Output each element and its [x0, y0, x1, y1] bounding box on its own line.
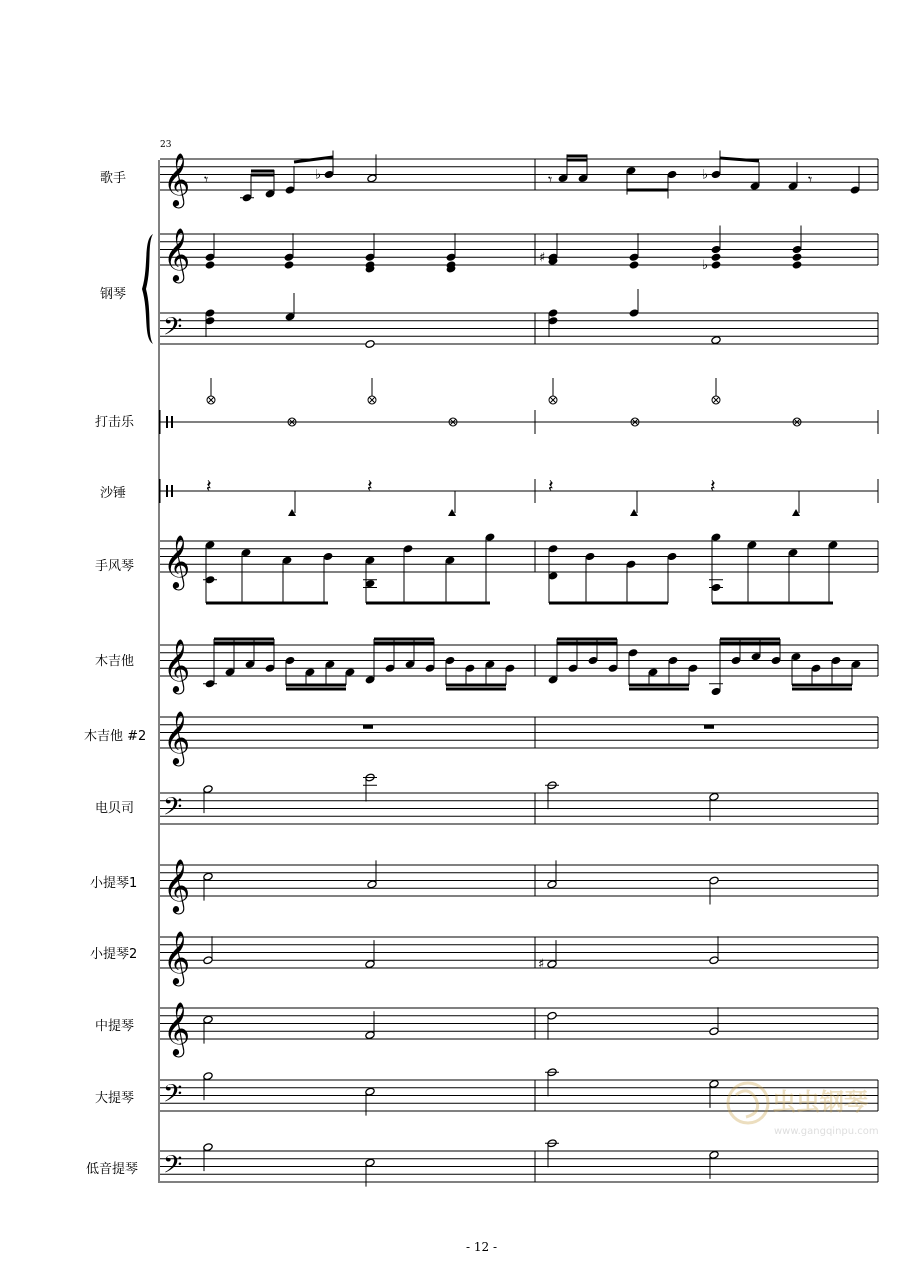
staff-bass: [160, 792, 878, 827]
watermark: [728, 1083, 879, 1137]
perc-clef-bar: [171, 485, 173, 497]
label-electric-bass: 电贝司: [95, 801, 135, 816]
note: [285, 166, 295, 194]
treble-clef: 𝄞: [163, 1001, 191, 1055]
notehead: [205, 261, 215, 270]
notehead: [365, 340, 375, 349]
quarter-rest: 𝄽: [548, 476, 554, 497]
notehead: [711, 336, 721, 345]
notehead: [792, 261, 802, 270]
staff-viola: [160, 1001, 878, 1057]
label-violin-2: 小提琴2: [90, 947, 138, 962]
staff-piano-right: [160, 227, 878, 283]
notehead: [284, 261, 294, 270]
perc-clef-bar: [166, 416, 168, 428]
label-percussion: 打击乐: [95, 415, 135, 430]
notehead: [629, 261, 639, 270]
quarter-rest: 𝄽: [710, 476, 716, 497]
staff-piano-left: [160, 312, 878, 347]
quarter-rest: 𝄽: [206, 476, 212, 497]
x-notehead: [712, 378, 720, 404]
note: [709, 684, 723, 696]
note: [792, 253, 802, 262]
note: [365, 233, 375, 261]
beam: [294, 157, 333, 162]
flat-sign: ♭: [315, 167, 322, 183]
label-acoustic-guitar: 木吉他: [95, 654, 135, 669]
note: [203, 575, 217, 584]
bass-clef: 𝄢: [163, 792, 183, 828]
beam: [720, 158, 759, 161]
piano-brace: [142, 234, 153, 344]
flat-sign: ♭: [702, 167, 709, 183]
note: [629, 261, 639, 270]
label-piano: 钢琴: [100, 287, 127, 302]
watermark-title: 虫虫钢琴: [772, 1088, 868, 1116]
note: [711, 336, 721, 345]
note: [545, 1139, 559, 1148]
x-notehead: [549, 378, 557, 404]
notehead: [711, 261, 721, 270]
note: [792, 226, 802, 254]
watermark-swirl: [736, 1091, 758, 1117]
note: [203, 679, 217, 688]
note: [205, 261, 215, 270]
treble-clef: 𝄞: [163, 930, 191, 984]
sharp-sign: ♯: [539, 250, 546, 266]
treble-clef: 𝄞: [163, 638, 191, 692]
note: [205, 233, 215, 261]
treble-clef: 𝄞: [163, 710, 191, 764]
note: [240, 174, 254, 202]
note: [702, 258, 721, 273]
staff-maracas: [160, 479, 878, 503]
label-maracas: 沙锤: [100, 486, 127, 501]
bass-clef: 𝄢: [163, 312, 183, 348]
note: [363, 773, 377, 785]
staff-accordion: [160, 534, 878, 590]
note: [284, 261, 294, 270]
staff-guitar-2: [160, 710, 878, 766]
label-accordion: 手风琴: [95, 559, 135, 574]
label-cello: 大提琴: [95, 1091, 135, 1106]
bass-clef: 𝄢: [163, 1150, 183, 1186]
instrument-labels: [84, 171, 146, 1177]
label-violin-1: 小提琴1: [90, 876, 138, 891]
note: [545, 1068, 559, 1077]
bass-clef: 𝄢: [163, 1079, 183, 1115]
page-number: - 12 -: [466, 1240, 498, 1254]
note: [711, 226, 721, 254]
note: [284, 233, 294, 261]
treble-clef: 𝄞: [163, 534, 191, 588]
staff-percussion: [160, 410, 878, 434]
note: [538, 957, 557, 972]
watermark-url: www.gangqinpu.com: [774, 1126, 879, 1137]
quarter-rest: 𝄽: [367, 476, 373, 497]
staff-violin-1: [160, 858, 878, 914]
eighth-rest: 𝄾: [204, 170, 209, 189]
staff-cello: [160, 1079, 878, 1114]
note: [711, 253, 721, 262]
sharp-sign: ♯: [538, 957, 545, 973]
note: [363, 579, 377, 588]
flat-sign: ♭: [702, 258, 709, 273]
note: [545, 781, 559, 790]
label-acoustic-guitar-2: 木吉他 #2: [84, 729, 147, 744]
notehead: [711, 253, 721, 262]
treble-clef: 𝄞: [163, 858, 191, 912]
note: [446, 233, 456, 261]
staff-double-bass: [160, 1150, 878, 1185]
note: [667, 170, 677, 198]
note: [709, 580, 723, 592]
x-notehead: [207, 378, 215, 404]
whole-rest: [363, 725, 373, 729]
note: [629, 233, 639, 261]
treble-clef: 𝄞: [163, 152, 191, 206]
perc-clef-bar: [171, 416, 173, 428]
eighth-rest: 𝄾: [808, 170, 813, 189]
note: [792, 261, 802, 270]
label-double-bass: 低音提琴: [86, 1162, 139, 1177]
note: [850, 166, 860, 194]
staff-singer: [160, 152, 878, 208]
treble-clef: 𝄞: [163, 227, 191, 281]
perc-clef-bar: [166, 485, 168, 497]
note: [365, 340, 375, 349]
label-singer: 歌手: [100, 171, 127, 186]
eighth-rest: 𝄾: [548, 170, 553, 189]
whole-rest: [704, 725, 714, 729]
notehead: [792, 253, 802, 262]
staff-violin-2: [160, 930, 878, 986]
measure-number: 23: [160, 140, 172, 150]
x-notehead: [368, 378, 376, 404]
label-viola: 中提琴: [95, 1019, 135, 1034]
